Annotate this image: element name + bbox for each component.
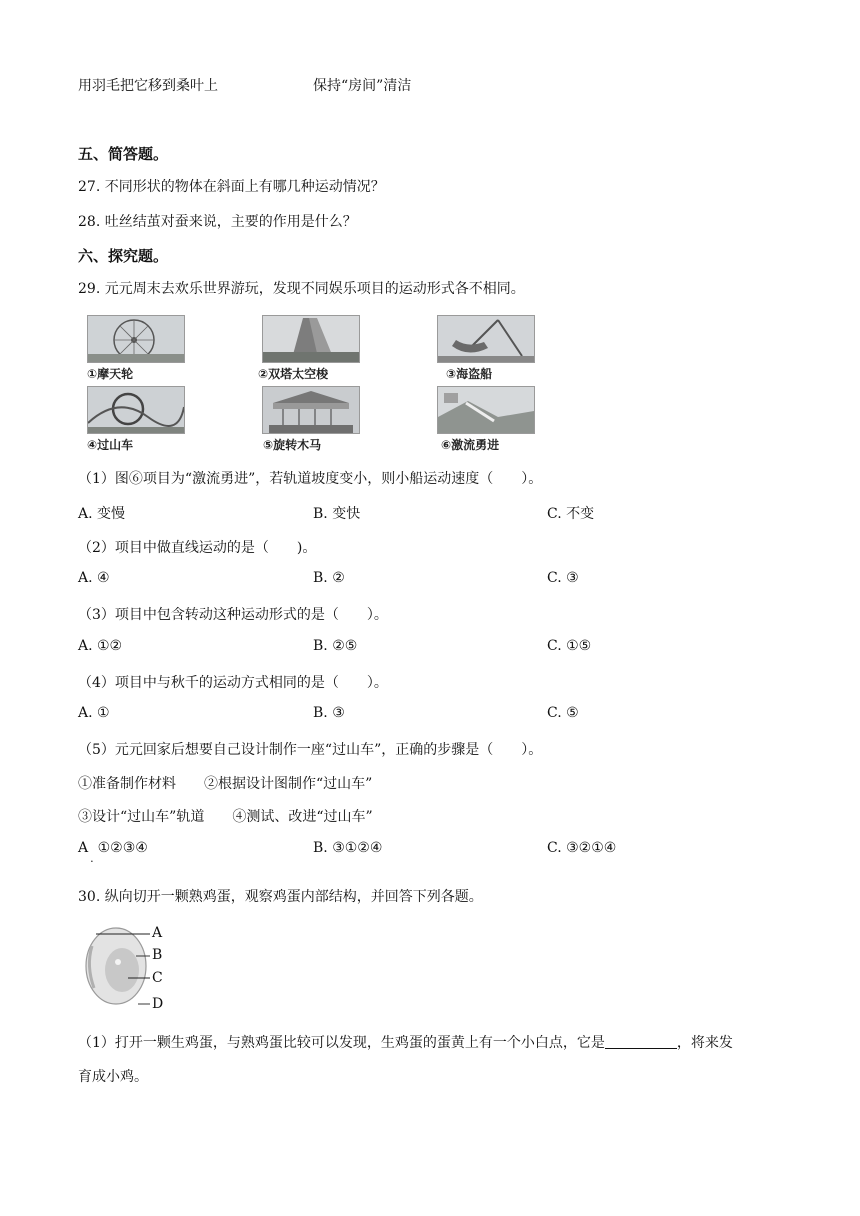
sub1-option-c[interactable]: C. 不变 xyxy=(547,506,595,522)
caption-log-flume: ⑥激流勇进 xyxy=(441,438,500,452)
sub-question-2: （2）项目中做直线运动的是（ )。 xyxy=(78,540,317,556)
top-row-left-text: 用羽毛把它移到桑叶上 xyxy=(78,78,218,94)
q30-sub1-text-part2: ，将来发 xyxy=(676,1035,733,1051)
egg-label-d: D xyxy=(152,996,164,1012)
sub4-option-a[interactable]: A. ① xyxy=(78,705,110,721)
sub3-option-c[interactable]: C. ①⑤ xyxy=(547,638,592,654)
sub3-option-a[interactable]: A. ①② xyxy=(78,638,123,654)
sub5-option-a-text: ①②③④ xyxy=(97,840,148,856)
question-30-sub-1-continued: 育成小鸡。 xyxy=(78,1069,148,1085)
sub2-option-a[interactable]: A. ④ xyxy=(78,570,110,586)
sub-question-4: （4）项目中与秋千的运动方式相同的是（ ）。 xyxy=(78,675,388,691)
sub5-option-a[interactable] xyxy=(78,840,148,865)
sub2-option-b[interactable]: B. ② xyxy=(313,570,345,586)
caption-roller-coaster: ④过山车 xyxy=(87,438,134,452)
q30-sub1-answer-blank[interactable] xyxy=(605,1034,677,1049)
pirate-ship-image xyxy=(437,315,535,363)
question-28: 28. 吐丝结茧对蚕来说，主要的作用是什么？ xyxy=(78,214,357,230)
section-six-title: 六、探究题。 xyxy=(78,247,169,265)
question-27: 27. 不同形状的物体在斜面上有哪几种运动情况？ xyxy=(78,179,385,195)
ferris-wheel-image xyxy=(87,315,185,363)
sub5-steps-row-1: ①准备制作材料 ②根据设计图制作“过山车” xyxy=(78,776,373,792)
q30-sub1-text-part1: （1）打开一颗生鸡蛋，与熟鸡蛋比较可以发现，生鸡蛋的蛋黄上有一个小白点，它是 xyxy=(78,1035,605,1051)
sub5-option-b[interactable]: B. ③①②④ xyxy=(313,840,383,856)
sub1-option-b[interactable]: B. 变快 xyxy=(313,506,361,522)
question-29-intro: 29. 元元周末去欢乐世界游玩，发现不同娱乐项目的运动形式各不相同。 xyxy=(78,281,525,297)
sub2-option-c[interactable]: C. ③ xyxy=(547,570,579,586)
sub-question-3: （3）项目中包含转动这种运动形式的是（ ）。 xyxy=(78,607,388,623)
question-30-sub-1 xyxy=(78,1032,733,1052)
egg-label-b: B xyxy=(152,947,163,963)
sub5-option-a-dot: . xyxy=(90,852,94,865)
sub5-option-c[interactable]: C. ③②①④ xyxy=(547,840,617,856)
space-shot-tower-image xyxy=(262,315,360,363)
sub5-steps-row-2: ③设计“过山车”轨道 ④测试、改进“过山车” xyxy=(78,809,373,825)
caption-ferris-wheel: ①摩天轮 xyxy=(87,367,134,381)
caption-pirate-ship: ③海盗船 xyxy=(446,367,493,381)
sub4-option-c[interactable]: C. ⑤ xyxy=(547,705,579,721)
carousel-image xyxy=(262,386,360,434)
log-flume-image xyxy=(437,386,535,434)
sub1-option-a[interactable]: A. 变慢 xyxy=(78,506,126,522)
question-30-intro: 30. 纵向切开一颗熟鸡蛋，观察鸡蛋内部结构，并回答下列各题。 xyxy=(78,889,483,905)
sub5-option-a-letter: A xyxy=(78,840,89,856)
sub-question-1: （1）图⑥项目为“激流勇进”，若轨道坡度变小，则小船运动速度（ ）。 xyxy=(78,471,543,487)
caption-carousel: ⑤旋转木马 xyxy=(263,438,322,452)
sub4-option-b[interactable]: B. ③ xyxy=(313,705,345,721)
egg-label-a: A xyxy=(152,925,163,941)
sub-question-5: （5）元元回家后想要自己设计制作一座“过山车”，正确的步骤是（ ）。 xyxy=(78,742,543,758)
top-row-right-text: 保持“房间”清洁 xyxy=(313,78,412,94)
roller-coaster-image xyxy=(87,386,185,434)
sub3-option-b[interactable]: B. ②⑤ xyxy=(313,638,358,654)
section-five-title: 五、简答题。 xyxy=(78,145,169,163)
egg-cross-section-figure xyxy=(78,920,178,1016)
caption-space-shot: ②双塔太空梭 xyxy=(258,367,329,381)
egg-label-c: C xyxy=(152,970,163,986)
